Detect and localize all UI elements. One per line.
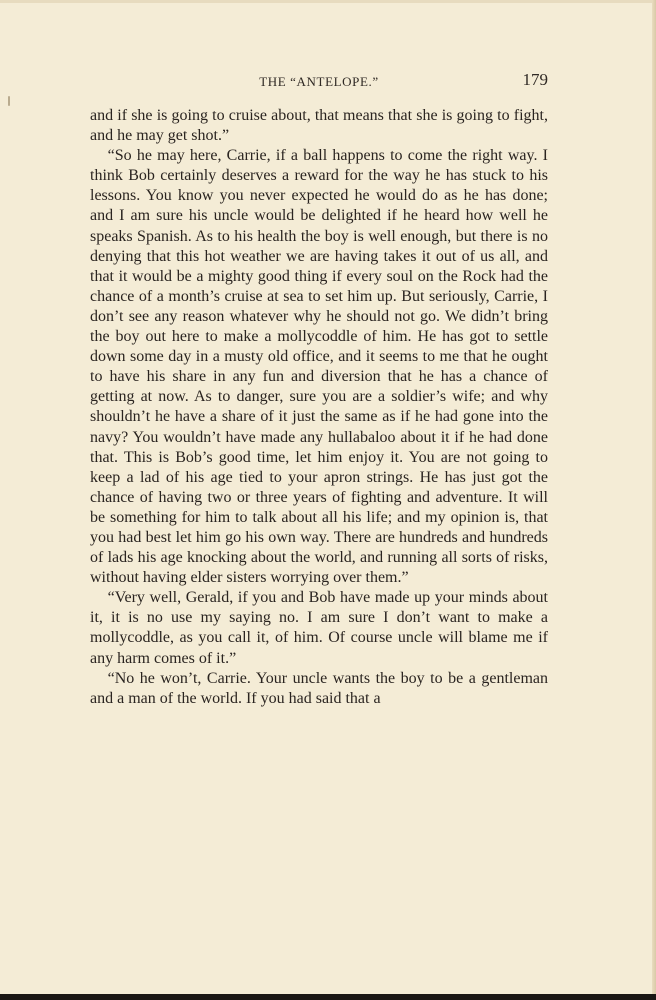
- paragraph: “Very well, Gerald, if you and Bob have made up your minds about it, it is no use my saying no. I am sure I don’t want to make a mollycoddle, as you call it, of him. Of course uncle will blame me if any harm comes of it.”: [90, 589, 548, 667]
- page-top-edge: [0, 0, 656, 3]
- page-right-edge: [652, 0, 656, 1000]
- body-text: [90, 106, 548, 709]
- paragraph: “No he won’t, Carrie. Your uncle wants the boy to be a gentleman and a man of the world. If you had said that a: [90, 669, 548, 707]
- paragraph: “So he may here, Carrie, if a ball happens to come the right way. I think Bob certainly deserves a reward for the way he has stuck to his lessons. You know you never expected he would do as he has done; and I am sure his uncle would be delighted if he heard how well he speaks Spanish. As to his health the boy is well enough, but there is no denying that this hot weather we are having takes it out of us all, and that it would be a mighty good thing if every soul on the Rock had the chance of a month’s cruise at sea to set him up. But seriously, Carrie, I don’t see any reason whatever why he should not go. We didn’t bring the boy out here to make a mollycoddle of him. He has got to settle down some day in a musty old office, and it seems to me that he ought to have his share in any fun and diversion that he has a chance of getting at now. As to danger, sure you are a soldier’s wife; and why shouldn’t he have a share of it just the same as if he had gone into the navy? You wouldn’t have made any hullabaloo about it if he had done that. This is Bob’s good time, let him enjoy it. You are not going to keep a lad of his age tied to your apron strings. He has just got the chance of having two or three years of fighting and adventure. It will be something for him to talk about all his life; and my opinion is, that you had best let him go his own way. There are hundreds and hundreds of lads his age knocking about the world, and running all sorts of risks, without having elder sisters worrying over them.”: [90, 147, 548, 587]
- running-title: THE “ANTELOPE.”: [259, 74, 379, 89]
- paragraph: and if she is going to cruise about, that means that she is going to fight, and he may get shot.”: [90, 107, 548, 145]
- running-head: [90, 70, 548, 96]
- page-number: 179: [522, 70, 548, 89]
- scan-bottom-edge: [0, 994, 656, 1000]
- margin-mark: [8, 96, 10, 106]
